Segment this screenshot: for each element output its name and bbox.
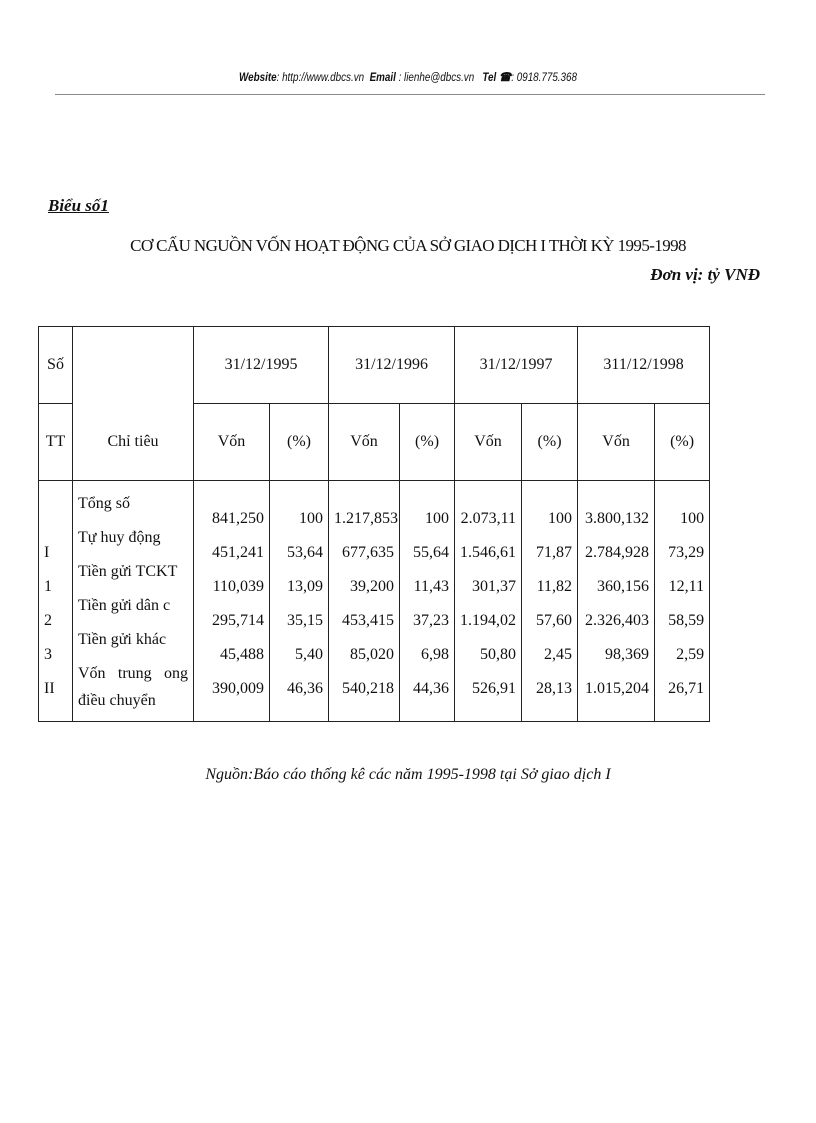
pct-cell: 58,59 bbox=[668, 612, 705, 629]
pct-cell: 55,64 bbox=[413, 544, 450, 561]
email-value[interactable]: : lienhe@dbcs.vn bbox=[398, 70, 475, 84]
pct-cell: 11,43 bbox=[413, 578, 450, 595]
unit-note: Đơn vị: tỷ VNĐ bbox=[650, 265, 760, 284]
value-cell: 50,80 bbox=[480, 646, 517, 663]
pct-cell: 5,40 bbox=[295, 646, 324, 663]
value-cell: 540,218 bbox=[342, 680, 395, 697]
pct-cell: 71,87 bbox=[536, 544, 573, 561]
pct-cell: 44,36 bbox=[413, 680, 450, 697]
pct-cell: 100 bbox=[548, 510, 573, 527]
pct-cell: 53,64 bbox=[287, 544, 324, 561]
indicator-cell: Tiền gửi khác bbox=[78, 631, 167, 648]
subheader-pct: (%) bbox=[270, 404, 329, 481]
indicator-header bbox=[73, 327, 194, 481]
von-1998-column bbox=[578, 481, 655, 722]
pct-cell: 100 bbox=[299, 510, 324, 527]
value-cell: 45,488 bbox=[220, 646, 264, 663]
period-header-1995: 31/12/1995 bbox=[194, 327, 329, 404]
pct-cell: 35,15 bbox=[287, 612, 324, 629]
value-cell: 110,039 bbox=[212, 578, 264, 595]
indicator-cell: Tự huy động bbox=[78, 529, 161, 546]
subheader-von: Vốn bbox=[194, 404, 270, 481]
page-title: CƠ CẤU NGUỒN VỐN HOẠT ĐỘNG CỦA SỞ GIAO DỊCH I THỜI KỲ 1995-1998 bbox=[130, 236, 686, 255]
source-note: Nguồn:Báo cáo thống kê các năm 1995-1998 tại Sở giao dịch I bbox=[205, 766, 611, 783]
value-cell: 85,020 bbox=[350, 646, 395, 663]
pct-cell: 13,09 bbox=[287, 578, 324, 595]
pct-1998-column bbox=[655, 481, 710, 722]
pct-cell: 11,82 bbox=[536, 578, 573, 595]
table-body-row bbox=[39, 481, 710, 722]
stt-header-bottom: TT bbox=[39, 404, 73, 481]
email-label: Email bbox=[369, 70, 396, 84]
stt-cell: II bbox=[44, 680, 55, 697]
indicator-cell: Tiền gửi dân c bbox=[78, 597, 171, 614]
tel-label: Tel bbox=[482, 70, 497, 84]
pct-cell: 12,11 bbox=[668, 578, 705, 595]
value-cell: 526,91 bbox=[472, 680, 517, 697]
indicator-cell: Tiền gửi TCKT bbox=[78, 563, 178, 580]
page-header bbox=[73, 70, 742, 84]
indicator-word: Vốn bbox=[78, 665, 106, 682]
value-cell: 2.326,403 bbox=[585, 612, 650, 629]
stt-cell: 2 bbox=[44, 612, 52, 629]
pct-cell: 6,98 bbox=[421, 646, 450, 663]
indicator-header-label: Chỉ tiêu bbox=[107, 432, 159, 450]
tel-value: : 0918.775.368 bbox=[511, 70, 577, 84]
subheader-pct: (%) bbox=[655, 404, 710, 481]
von-1996-column bbox=[329, 481, 400, 722]
value-cell: 841,250 bbox=[212, 510, 264, 527]
subheader-von: Vốn bbox=[455, 404, 522, 481]
value-cell: 453,415 bbox=[342, 612, 395, 629]
value-cell: 1.194,02 bbox=[460, 612, 517, 629]
pct-1995-column bbox=[270, 481, 329, 722]
pct-cell: 73,29 bbox=[668, 544, 705, 561]
indicator-word: trung bbox=[117, 665, 152, 682]
value-cell: 301,37 bbox=[472, 578, 517, 595]
pct-1996-column bbox=[400, 481, 455, 722]
pct-cell: 37,23 bbox=[413, 612, 450, 629]
pct-cell: 100 bbox=[680, 510, 705, 527]
value-cell: 295,714 bbox=[212, 612, 264, 629]
stt-cell: I bbox=[44, 544, 50, 561]
website-value[interactable]: : http://www.dbcs.vn bbox=[276, 70, 365, 84]
header-divider bbox=[55, 94, 765, 95]
indicator-cell-line1 bbox=[78, 657, 188, 691]
value-cell: 390,009 bbox=[212, 680, 264, 697]
subheader-pct: (%) bbox=[522, 404, 578, 481]
value-cell: 1.015,204 bbox=[585, 680, 650, 697]
value-cell: 98,369 bbox=[605, 646, 650, 663]
stt-header-top: Số bbox=[39, 327, 73, 404]
pct-cell: 46,36 bbox=[287, 680, 324, 697]
pct-cell: 100 bbox=[425, 510, 450, 527]
pct-cell: 2,45 bbox=[544, 646, 573, 663]
von-1997-column bbox=[455, 481, 522, 722]
pct-cell: 57,60 bbox=[536, 612, 573, 629]
subheader-von: Vốn bbox=[329, 404, 400, 481]
indicator-word: ong bbox=[164, 665, 188, 682]
indicator-cell: Tổng số bbox=[78, 495, 130, 512]
von-1995-column bbox=[194, 481, 270, 722]
pct-cell: 2,59 bbox=[676, 646, 705, 663]
table-label: Biểu số1 bbox=[48, 196, 109, 215]
indicator-cell-line2: điều chuyển bbox=[78, 692, 156, 709]
value-cell: 677,635 bbox=[342, 544, 395, 561]
value-cell: 360,156 bbox=[597, 578, 650, 595]
value-cell: 39,200 bbox=[350, 578, 395, 595]
value-cell: 3.800,132 bbox=[585, 510, 650, 527]
period-header-1997: 31/12/1997 bbox=[455, 327, 578, 404]
subheader-pct: (%) bbox=[400, 404, 455, 481]
value-cell: 1.217,853 bbox=[334, 510, 399, 527]
value-cell: 1.546,61 bbox=[460, 544, 517, 561]
stt-column bbox=[39, 481, 73, 722]
website-label: Website bbox=[239, 70, 277, 84]
indicator-column bbox=[73, 481, 194, 722]
period-header-1996: 31/12/1996 bbox=[329, 327, 455, 404]
value-cell: 451,241 bbox=[212, 544, 264, 561]
value-cell: 2.073,11 bbox=[460, 510, 517, 527]
subheader-von: Vốn bbox=[578, 404, 655, 481]
header-row-periods bbox=[39, 327, 710, 404]
value-cell: 2.784,928 bbox=[585, 544, 650, 561]
phone-icon: ☎ bbox=[499, 70, 512, 84]
pct-cell: 28,13 bbox=[536, 680, 573, 697]
stt-cell bbox=[44, 502, 67, 536]
pct-cell: 26,71 bbox=[668, 680, 705, 697]
pct-1997-column bbox=[522, 481, 578, 722]
funding-structure-table bbox=[38, 326, 710, 722]
stt-cell: 3 bbox=[44, 646, 52, 663]
period-header-1998: 311/12/1998 bbox=[578, 327, 710, 404]
stt-cell: 1 bbox=[44, 578, 52, 595]
